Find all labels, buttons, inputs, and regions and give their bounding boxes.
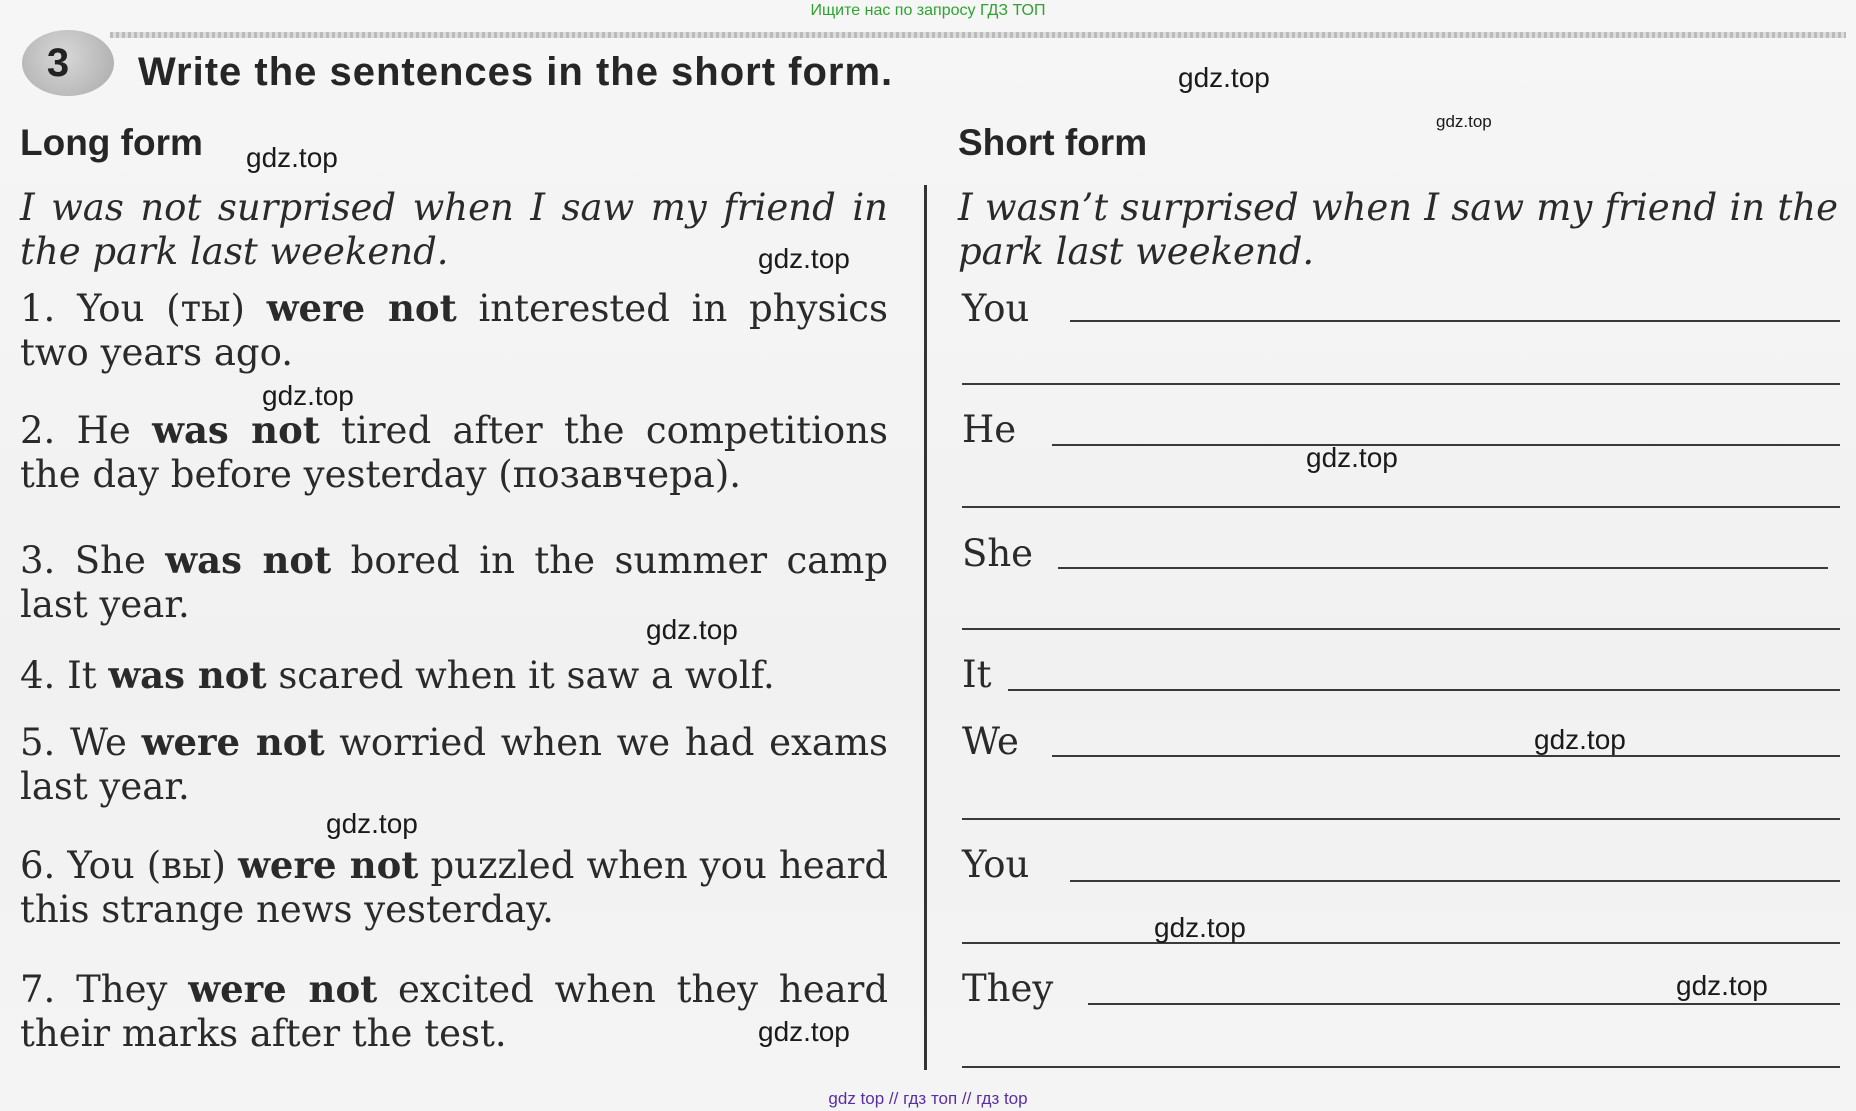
short-subject-1: You (962, 287, 1030, 330)
item-verb: were not (188, 967, 378, 1011)
example-short (958, 186, 1838, 274)
watermark: gdz.top (1178, 62, 1270, 93)
answer-line-2b[interactable] (962, 506, 1840, 508)
item-verb: was not (152, 408, 320, 452)
item-number: 4. (20, 654, 56, 697)
item-verb: were not (266, 286, 457, 330)
watermark: gdz.top (1436, 112, 1492, 131)
item-number: 7. (20, 968, 56, 1011)
item-4-long (20, 653, 888, 698)
item-rest: worried when we had exams last year. (20, 721, 889, 808)
item-subject: It (67, 654, 97, 697)
answer-line-6b[interactable] (962, 942, 1840, 944)
column-divider (924, 185, 927, 1070)
short-subject-4: It (962, 653, 992, 696)
item-verb: was not (108, 653, 267, 697)
watermark: gdz.top (326, 808, 418, 839)
short-subject-5: We (962, 720, 1019, 763)
answer-line-6a[interactable] (1070, 880, 1840, 882)
watermark: gdz.top (262, 380, 354, 411)
watermark: gdz.top (1306, 442, 1398, 473)
item-1-long (20, 286, 888, 375)
answer-line-1a[interactable] (1070, 320, 1840, 322)
example-short-text: I wasn’t surprised when I saw my friend in the park last weekend. (958, 186, 1838, 273)
item-number: 2. (20, 409, 56, 452)
item-number: 3. (20, 539, 56, 582)
answer-line-4[interactable] (1008, 689, 1840, 691)
item-rest: excited when they heard their marks after the test. (20, 968, 889, 1055)
item-subject: She (74, 539, 146, 582)
answer-line-7b[interactable] (962, 1066, 1840, 1068)
answer-line-7a[interactable] (1088, 1003, 1840, 1005)
search-banner[interactable]: Ищите нас по запросу ГДЗ ТОП (810, 2, 1046, 19)
item-subject: You (ты) (77, 287, 245, 330)
short-subject-2: He (962, 408, 1017, 451)
item-number: 1. (20, 287, 56, 330)
short-subject-6: You (962, 843, 1030, 886)
watermark: gdz.top (246, 142, 338, 173)
watermark: gdz.top (646, 614, 738, 645)
top-rule (110, 32, 1846, 38)
item-subject: They (76, 968, 168, 1011)
item-subject: You (вы) (67, 844, 226, 887)
item-rest: tired after the competitions the day before yesterday (позавчера). (20, 409, 889, 496)
watermark: gdz.top (758, 1016, 850, 1047)
answer-line-5b[interactable] (962, 818, 1840, 820)
item-number: 5. (20, 721, 56, 764)
item-number: 6. (20, 844, 56, 887)
example-long-text: I was not surprised when I saw my friend in the park last weekend. (20, 186, 888, 273)
item-rest: bored in the summer camp last year. (20, 539, 889, 626)
item-verb: was not (165, 538, 332, 582)
item-rest: interested in physics two years ago. (20, 287, 889, 374)
item-verb: were not (141, 720, 325, 764)
exercise-title: Write the sentences in the short form. (138, 50, 894, 94)
answer-line-3a[interactable] (1058, 567, 1828, 569)
answer-line-3b[interactable] (962, 628, 1840, 630)
item-6-long (20, 843, 888, 932)
item-rest: puzzled when you heard this strange news yesterday. (20, 844, 889, 931)
answer-line-1b[interactable] (962, 383, 1840, 385)
item-verb: were not (238, 843, 419, 887)
item-subject: He (76, 409, 131, 452)
item-5-long (20, 720, 888, 809)
answer-line-2a[interactable] (1052, 444, 1840, 446)
item-rest: scared when it saw a wolf. (278, 654, 775, 697)
short-form-header: Short form (958, 122, 1148, 163)
short-subject-7: They (962, 967, 1054, 1010)
item-3-long (20, 538, 888, 627)
item-subject: We (70, 721, 127, 764)
short-subject-3: She (962, 532, 1034, 575)
long-form-header: Long form (20, 122, 203, 163)
watermark: gdz.top (758, 243, 850, 274)
footer-links[interactable]: gdz top // гдз топ // гдз top (828, 1089, 1028, 1108)
watermark: gdz.top (1154, 912, 1246, 943)
answer-line-5a[interactable] (1052, 755, 1840, 757)
watermark: gdz.top (1676, 970, 1768, 1001)
watermark: gdz.top (1534, 724, 1626, 755)
exercise-number-badge: 3 (22, 30, 114, 96)
item-2-long (20, 408, 888, 497)
